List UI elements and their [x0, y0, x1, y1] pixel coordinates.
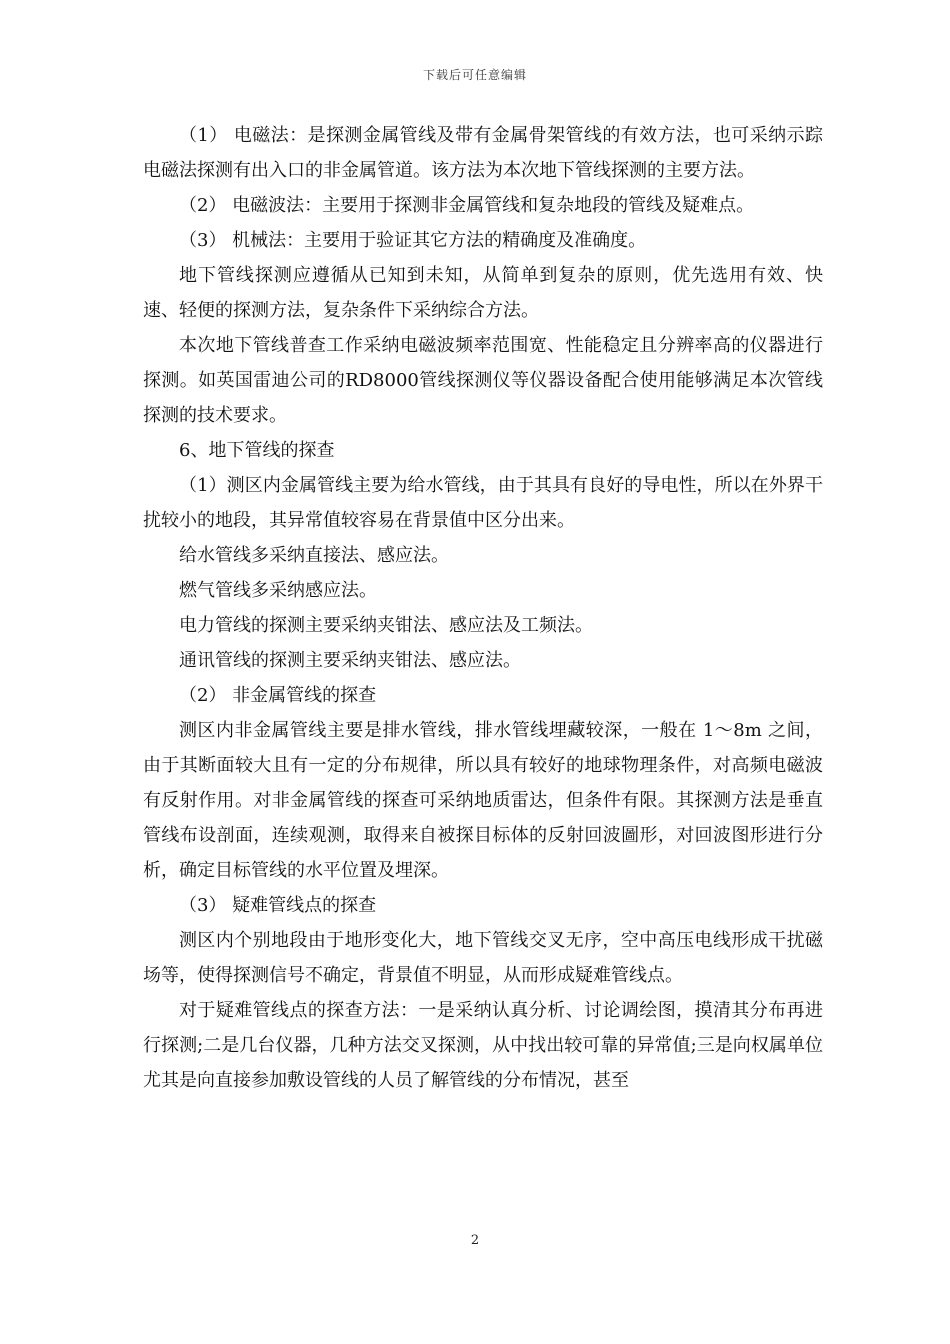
page-number: 2 — [470, 1233, 480, 1248]
subheading-difficult-points: （3） 疑难管线点的探查 — [179, 895, 377, 916]
paragraph-water-supply: 给水管线多采纳直接法、感应法。 — [179, 545, 449, 566]
section-heading-investigation: 6、地下管线的探查 — [179, 440, 335, 461]
paragraph-electromagnetic-method: （1） 电磁法：是探测金属管线及带有金属骨架管线的有效方法，也可采纳示踪电磁法探测有出入口的非金属管道。该方法为本次地下管线探测的主要方法。 — [143, 125, 823, 181]
header-note: 下载后可任意编辑 — [422, 68, 527, 82]
document-body — [143, 118, 823, 1098]
paragraph-detection-principle: 地下管线探测应遵循从已知到未知，从简单到复杂的原则，优先选用有效、快速、轻便的探测方法，复杂条件下采纳综合方法。 — [143, 265, 823, 321]
paragraph-telecom: 通讯管线的探测主要采纳夹钳法、感应法。 — [179, 650, 521, 671]
paragraph-metal-pipelines: （1）测区内金属管线主要为给水管线，由于其具有良好的导电性，所以在外界干扰较小的地段，其异常值较容易在背景值中区分出来。 — [143, 475, 823, 531]
subheading-non-metal: （2） 非金属管线的探查 — [179, 685, 377, 706]
paragraph-instrument: 本次地下管线普查工作采纳电磁波频率范围宽、性能稳定且分辨率高的仪器进行探测。如英国雷迪公司的RD8000管线探测仪等仪器设备配合使用能够满足本次管线探测的技术要求。 — [143, 335, 823, 426]
paragraph-difficult-causes: 测区内个别地段由于地形变化大，地下管线交叉无序，空中高压电线形成干扰磁场等，使得探测信号不确定，背景值不明显，从而形成疑难管线点。 — [143, 930, 823, 986]
paragraph-electromagnetic-wave-method: （2） 电磁波法：主要用于探测非金属管线和复杂地段的管线及疑难点。 — [179, 195, 755, 216]
paragraph-difficult-methods: 对于疑难管线点的探查方法：一是采纳认真分析、讨论调绘图，摸清其分布再进行探测;二是几台仪器，几种方法交叉探测，从中找出较可靠的异常值;三是向权属单位尤其是向直接参加敷设管线的人员了解管线的分布情况，甚至 — [143, 1000, 823, 1091]
paragraph-mechanical-method: （3） 机械法：主要用于验证其它方法的精确度及准确度。 — [179, 230, 647, 251]
paragraph-gas: 燃气管线多采纳感应法。 — [179, 580, 377, 601]
paragraph-non-metal-details: 测区内非金属管线主要是排水管线，排水管线埋藏较深，一般在 1～8m 之间，由于其断面较大且有一定的分布规律，所以具有较好的地球物理条件，对高频电磁波有反射作用。对非金属管线的探查可采纳地质雷达，但条件有限。其探测方法是垂直管线布设剖面，连续观测，取得来自被探目标体的反射回波圖形，对回波图形进行分析，确定目标管线的水平位置及埋深。 — [143, 720, 823, 881]
paragraph-power: 电力管线的探测主要采纳夹钳法、感应法及工频法。 — [179, 615, 593, 636]
